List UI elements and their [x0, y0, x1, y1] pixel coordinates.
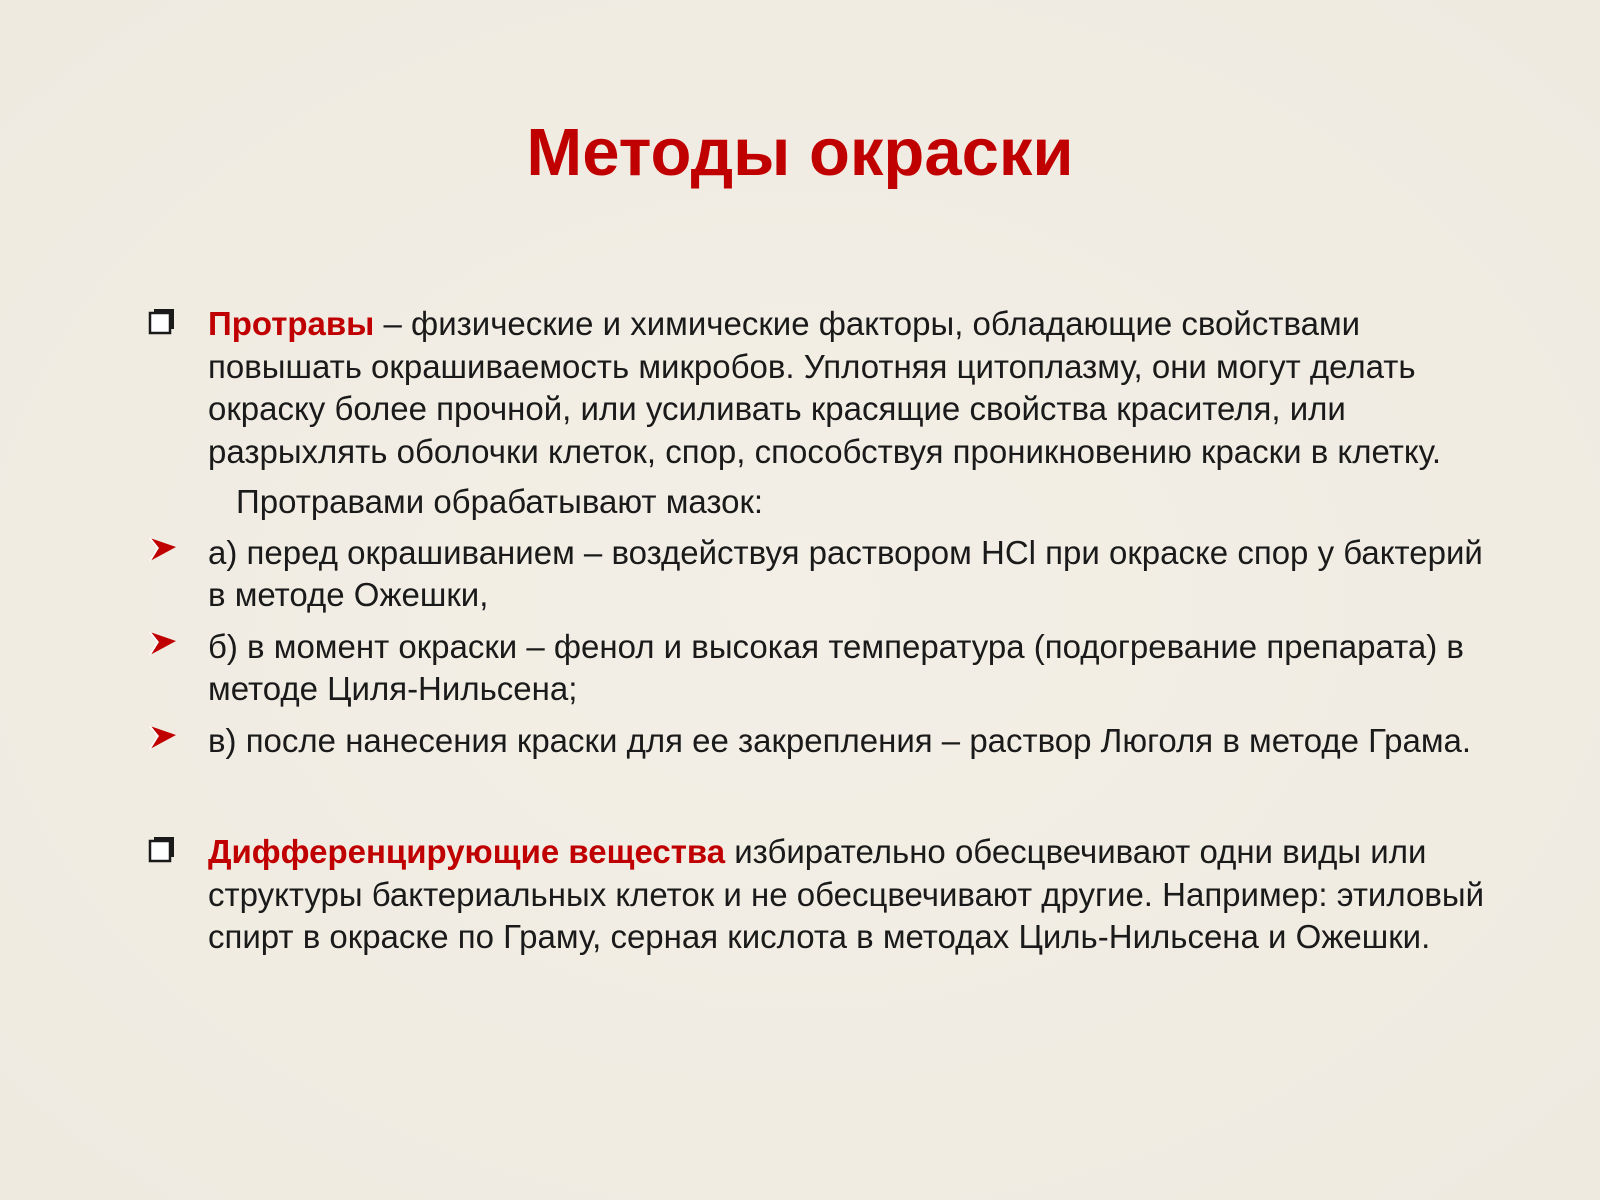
list-item: [208, 720, 1498, 763]
section-spacer: [208, 771, 1498, 831]
term-mordants: Протравы: [208, 305, 375, 342]
definition-mordants: – физические и химические факторы, обладающие свойствами повышать окрашиваемость микробов. Уплотняя цитоплазму, они могут делать окраску более прочной, или усиливать красящие свойства красителя, или разрыхлять оболочки клеток, спор, способствуя проникновению краски в клетку.: [208, 305, 1442, 470]
list-item: [208, 626, 1498, 711]
bullet-item-mordants: [208, 303, 1498, 473]
list-item-text: б) в момент окраски – фенол и высокая температура (подогревание препарата) в методе Циля-Нильсена;: [208, 627, 1464, 707]
arrowhead-icon: [148, 629, 178, 659]
bullet-item-differentiating: [208, 831, 1498, 959]
slide-content: [208, 303, 1498, 959]
checkbox-square-icon: [148, 306, 178, 336]
sub-intro: Протравами обрабатывают мазок:: [236, 483, 764, 520]
list-item-text: в) после нанесения краски для ее закрепления – раствор Люголя в методе Грама.: [208, 721, 1472, 759]
checkbox-square-icon: [148, 834, 178, 864]
arrowhead-icon: [148, 723, 178, 753]
list-item-text: а) перед окрашиванием – воздействуя раствором HCl при окраске спор у бактерий в методе Ожешки,: [208, 533, 1483, 613]
definition-differentiating: избирательно обесцвечивают одни виды или структуры бактериальных клеток и не обесцвечивают другие. Например: этиловый спирт в окраске по Граму, серная кислота в методах Циль-Нильсена и Ожешки.: [208, 833, 1485, 955]
list-item: [208, 532, 1498, 617]
term-differentiating: Дифференцирующие вещества: [208, 833, 726, 870]
slide-title: Методы окраски: [526, 115, 1074, 190]
arrowhead-icon: [148, 535, 178, 565]
